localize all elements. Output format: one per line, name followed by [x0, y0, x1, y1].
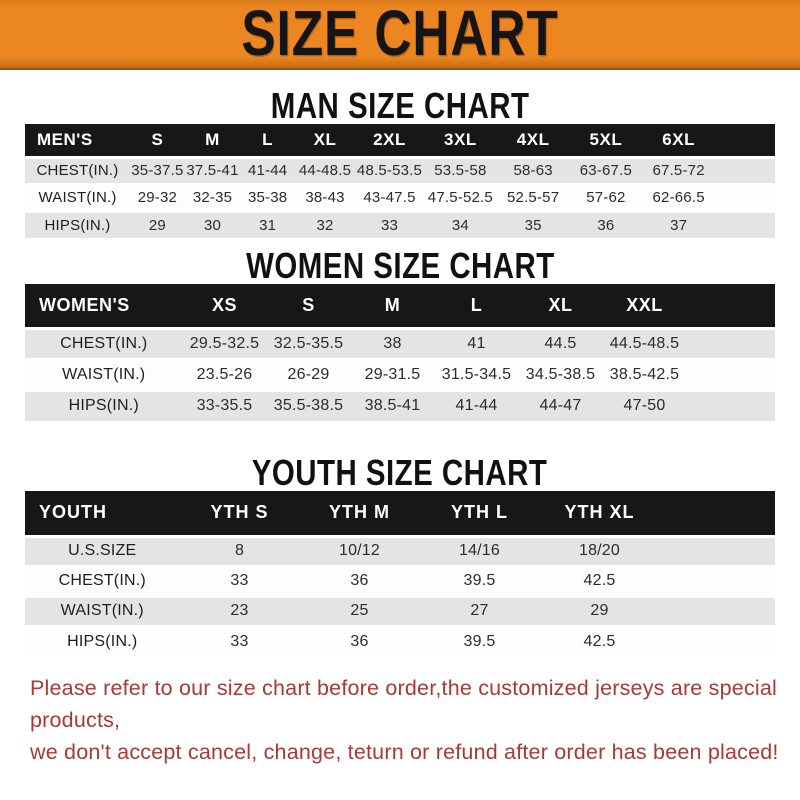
data-cell: 33: [180, 626, 300, 656]
data-cell: 29: [130, 211, 185, 238]
data-cell: 39.5: [420, 626, 540, 656]
men-section-title: MAN SIZE CHART: [270, 84, 530, 127]
data-cell: 62-66.5: [642, 184, 715, 211]
women-header-row: [25, 284, 775, 328]
youth-header-label: YOUTH: [39, 502, 107, 523]
spacer-cell: [715, 124, 775, 157]
men-size-header: M: [205, 129, 220, 149]
women-size-header: M: [384, 294, 401, 315]
spacer-cell: [687, 359, 776, 390]
spacer-cell: [715, 184, 775, 211]
data-cell: 36: [300, 626, 420, 656]
data-cell: 37.5-41: [185, 157, 241, 184]
women-size-header: L: [470, 294, 483, 315]
women-size-table: [25, 284, 775, 421]
row-label: HIPS(IN.): [25, 390, 183, 421]
data-cell: 33: [180, 566, 300, 596]
women-hips-row: [25, 390, 775, 421]
women-chest-row: [25, 328, 775, 359]
row-label: WAIST(IN.): [25, 359, 183, 390]
data-cell: 38.5-42.5: [603, 359, 687, 390]
data-cell: 33: [355, 211, 424, 238]
spacer-cell: [687, 328, 776, 359]
data-cell: 52.5-57: [497, 184, 570, 211]
data-cell: 29.5-32.5: [183, 328, 267, 359]
data-cell: 53.5-58: [424, 157, 497, 184]
data-cell: 41-44: [435, 390, 519, 421]
row-label: CHEST(IN.): [25, 328, 183, 359]
women-section-title: WOMEN SIZE CHART: [245, 244, 555, 287]
youth-chest-row: [25, 566, 775, 596]
data-cell: 32.5-35.5: [267, 328, 351, 359]
men-size-header: XL: [313, 129, 337, 149]
data-cell: 35-37.5: [130, 157, 185, 184]
data-cell: 32-35: [185, 184, 241, 211]
men-size-header: 3XL: [444, 129, 477, 149]
data-cell: 31.5-34.5: [435, 359, 519, 390]
data-cell: 26-29: [267, 359, 351, 390]
data-cell: 47.5-52.5: [424, 184, 497, 211]
disclaimer-line-2: we don't accept cancel, change, teturn or refund after order has been placed!: [30, 740, 779, 764]
data-cell: 25: [300, 596, 420, 626]
row-label: WAIST(IN.): [25, 596, 180, 626]
footer-disclaimer: [0, 672, 800, 768]
data-cell: 35-38: [240, 184, 295, 211]
data-cell: 18/20: [540, 536, 660, 566]
youth-ussize-row: [25, 536, 775, 566]
data-cell: 29-31.5: [351, 359, 435, 390]
data-cell: 48.5-53.5: [355, 157, 424, 184]
youth-section-title: YOUTH SIZE CHART: [252, 451, 548, 494]
data-cell: 47-50: [603, 390, 687, 421]
data-cell: 10/12: [300, 536, 420, 566]
data-cell: 33-35.5: [183, 390, 267, 421]
data-cell: 32: [295, 211, 355, 238]
spacer-cell: [660, 536, 776, 566]
data-cell: 29-32: [130, 184, 185, 211]
spacer-cell: [660, 596, 776, 626]
data-cell: 36: [300, 566, 420, 596]
women-size-header: XL: [548, 294, 573, 315]
data-cell: 38: [351, 328, 435, 359]
data-cell: 14/16: [420, 536, 540, 566]
spacer-cell: [660, 566, 776, 596]
women-waist-row: [25, 359, 775, 390]
data-cell: 63-67.5: [570, 157, 643, 184]
data-cell: 23.5-26: [183, 359, 267, 390]
men-size-header: 4XL: [516, 129, 550, 149]
data-cell: 35: [497, 211, 570, 238]
women-size-header: XS: [211, 294, 237, 315]
row-label: CHEST(IN.): [25, 157, 130, 184]
row-label: HIPS(IN.): [25, 211, 130, 238]
data-cell: 44-48.5: [295, 157, 355, 184]
data-cell: 41-44: [240, 157, 295, 184]
data-cell: 39.5: [420, 566, 540, 596]
row-label: WAIST(IN.): [25, 184, 130, 211]
data-cell: 38.5-41: [351, 390, 435, 421]
men-size-header: 6XL: [662, 129, 695, 149]
data-cell: 34.5-38.5: [519, 359, 603, 390]
youth-size-header: YTH L: [451, 502, 508, 523]
data-cell: 31: [240, 211, 295, 238]
banner: [0, 0, 800, 70]
banner-title: SIZE CHART: [241, 0, 559, 70]
spacer-cell: [715, 211, 775, 238]
men-size-table: [25, 124, 775, 238]
men-hips-row: [25, 211, 775, 238]
men-size-header: L: [262, 129, 274, 149]
data-cell: 43-47.5: [355, 184, 424, 211]
data-cell: 37: [642, 211, 715, 238]
data-cell: 36: [570, 211, 643, 238]
data-cell: 44-47: [519, 390, 603, 421]
spacer-cell: [660, 491, 776, 536]
data-cell: 38-43: [295, 184, 355, 211]
youth-header-row: [25, 491, 775, 536]
data-cell: 44.5: [519, 328, 603, 359]
men-waist-row: [25, 184, 775, 211]
men-size-header: 2XL: [373, 129, 406, 149]
row-label: HIPS(IN.): [25, 626, 180, 656]
data-cell: 23: [180, 596, 300, 626]
row-label: CHEST(IN.): [25, 566, 180, 596]
data-cell: 27: [420, 596, 540, 626]
data-cell: 57-62: [570, 184, 643, 211]
spacer-cell: [715, 157, 775, 184]
youth-size-header: YTH M: [329, 502, 390, 523]
spacer-cell: [687, 284, 776, 328]
women-size-header: XXL: [626, 294, 663, 315]
data-cell: 44.5-48.5: [603, 328, 687, 359]
men-header-label: MEN'S: [37, 129, 93, 149]
data-cell: 58-63: [497, 157, 570, 184]
youth-size-table: [25, 491, 775, 656]
spacer-cell: [687, 390, 776, 421]
disclaimer-line-1: Please refer to our size chart before order,the customized jerseys are special products,: [30, 676, 777, 732]
data-cell: 8: [180, 536, 300, 566]
data-cell: 67.5-72: [642, 157, 715, 184]
youth-size-header: YTH S: [210, 502, 269, 523]
youth-waist-row: [25, 596, 775, 626]
data-cell: 30: [185, 211, 241, 238]
spacer-cell: [660, 626, 776, 656]
data-cell: 42.5: [540, 566, 660, 596]
men-size-header: 5XL: [589, 129, 623, 149]
data-cell: 42.5: [540, 626, 660, 656]
data-cell: 35.5-38.5: [267, 390, 351, 421]
women-header-label: WOMEN'S: [39, 294, 130, 315]
youth-size-header: YTH XL: [564, 502, 635, 523]
data-cell: 29: [540, 596, 660, 626]
row-label: U.S.SIZE: [25, 536, 180, 566]
youth-hips-row: [25, 626, 775, 656]
men-size-header: S: [151, 129, 164, 149]
data-cell: 41: [435, 328, 519, 359]
data-cell: 34: [424, 211, 497, 238]
men-chest-row: [25, 157, 775, 184]
men-header-row: [25, 124, 775, 157]
women-size-header: S: [302, 294, 315, 315]
